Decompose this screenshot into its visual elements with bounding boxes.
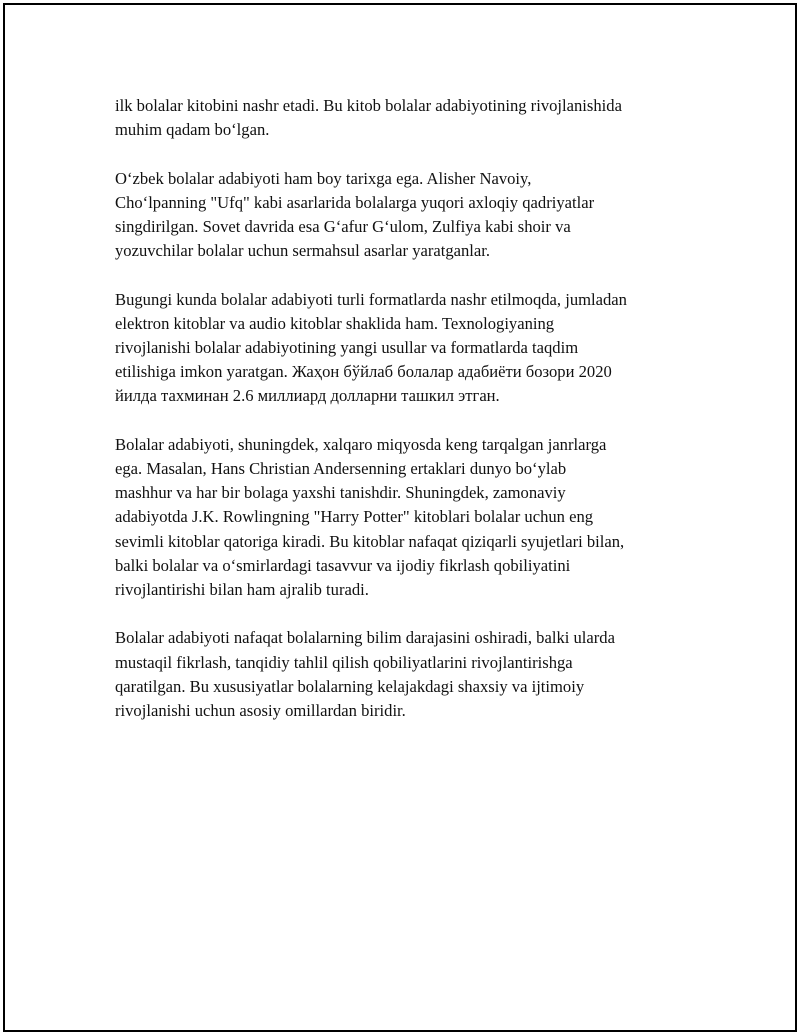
text-line: Bolalar adabiyoti, shuningdek, xalqaro miqyosda keng tarqalgan janrlarga [115, 434, 607, 454]
text-line: ega. Masalan, Hans Christian Andersenning ertaklari dunyo boʻylab [115, 459, 567, 478]
text-line: singdirilgan. Sovet davrida esa Gʻafur Gʻulom, Zulfiya kabi shoir va [115, 217, 571, 236]
text-line: muhim qadam boʻlgan. [115, 120, 270, 140]
text-line: balki bolalar va oʻsmirlardagi tasavvur va ijodiy fikrlash qobiliyatini [115, 555, 571, 575]
document-body [115, 94, 695, 747]
text-line: rivojlanishi bolalar adabiyotining yangi usullar va formatlarda taqdim [115, 338, 579, 357]
paragraph-4 [115, 433, 695, 602]
text-line: mashhur va har bir bolaga yaxshi tanishdir. Shuningdek, zamonaviy [115, 483, 566, 503]
text-line: etilishiga imkon yaratgan. Жаҳон бўйлаб болалар адабиёти бозори 2020 [115, 362, 612, 382]
paragraph-3 [115, 288, 695, 409]
text-line: ilk bolalar kitobini nashr etadi. Bu kitob bolalar adabiyotining rivojlanishida [115, 96, 622, 115]
text-line: qaratilgan. Bu xususiyatlar bolalarning kelajakdagi shaxsiy va ijtimoiy [115, 676, 585, 696]
text-line: Bolalar adabiyoti nafaqat bolalarning bilim darajasini oshiradi, balki ularda [115, 628, 615, 648]
paragraph-1 [115, 94, 695, 142]
text-line: Oʻzbek bolalar adabiyoti ham boy tarixga ega. Alisher Navoiy, [115, 168, 532, 188]
paragraph-2 [115, 167, 695, 264]
paragraph-5 [115, 626, 695, 723]
text-line: Bugungi kunda bolalar adabiyoti turli formatlarda nashr etilmoqda, jumladan [115, 289, 627, 309]
text-line: sevimli kitoblar qatoriga kiradi. Bu kitoblar nafaqat qiziqarli syujetlari bilan, [115, 531, 625, 551]
text-line: mustaqil fikrlash, tanqidiy tahlil qilish qobiliyatlarini rivojlantirishga [115, 652, 573, 672]
text-line: yozuvchilar bolalar uchun sermahsul asarlar yaratganlar. [115, 241, 491, 261]
text-line: rivojlantirishi bilan ham ajralib turadi. [115, 580, 369, 600]
text-line: rivojlanishi uchun asosiy omillardan biridir. [115, 701, 406, 721]
text-line: elektron kitoblar va audio kitoblar shaklida ham. Texnologiyaning [115, 313, 555, 333]
text-line: adabiyotda J.K. Rowlingning "Harry Potter" kitoblari bolalar uchun eng [115, 507, 594, 527]
text-line: йилда тахминан 2.6 миллиард долларни ташкил этган. [115, 386, 500, 406]
text-line: Choʻlpanning "Ufq" kabi asarlarida bolalarga yuqori axloqiy qadriyatlar [115, 192, 595, 212]
